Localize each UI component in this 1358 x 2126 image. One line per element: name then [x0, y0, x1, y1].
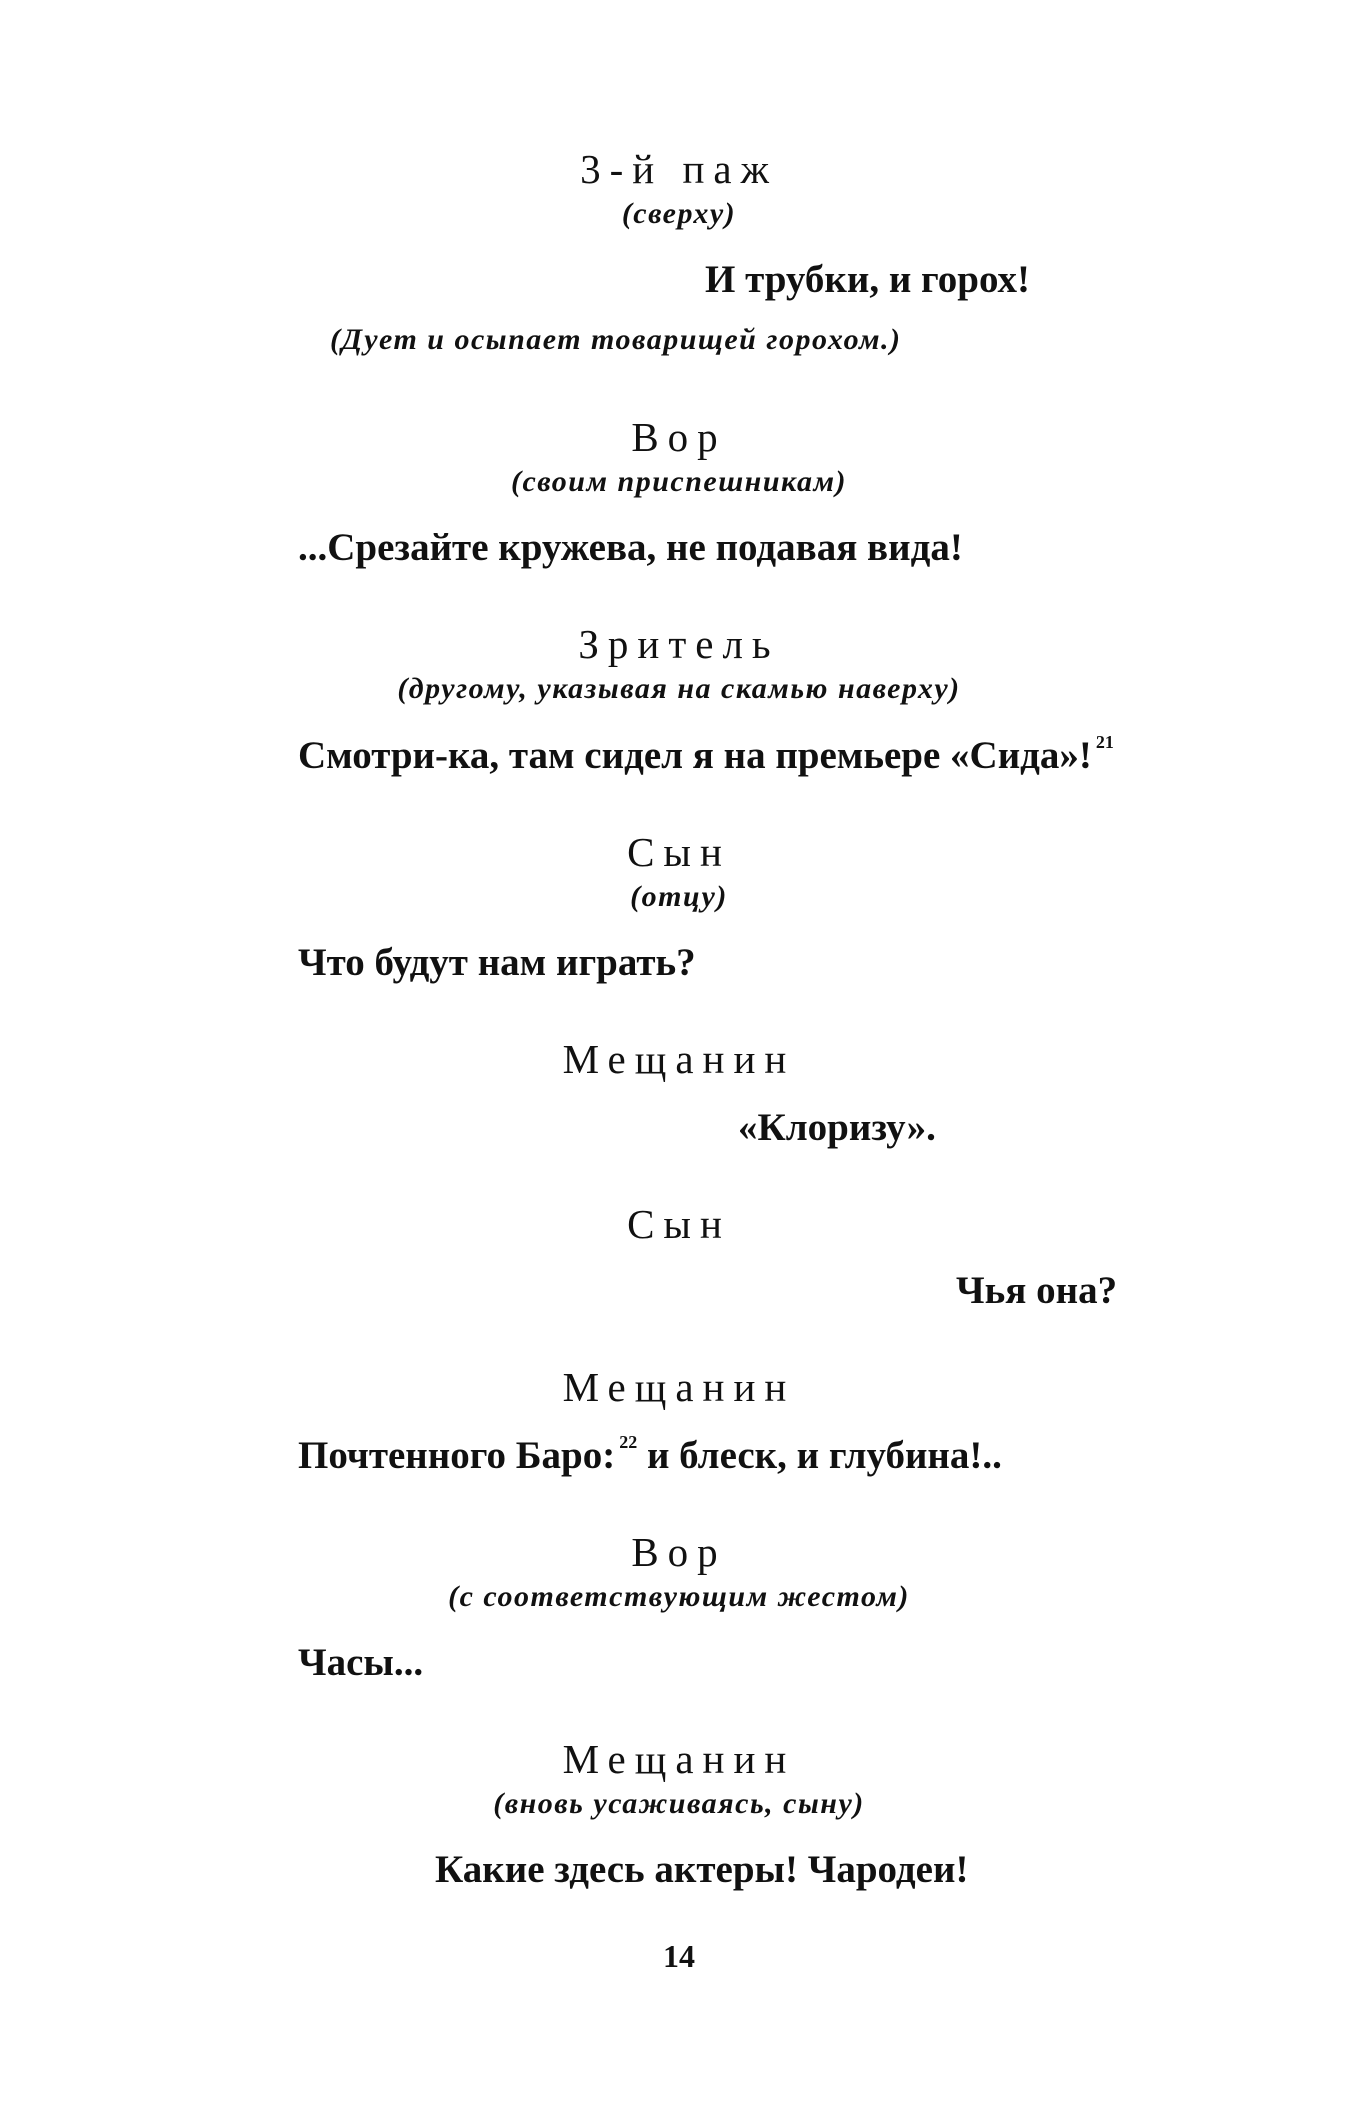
dialogue-line: Чья она?: [956, 1269, 1118, 1312]
stage-direction: (сверху): [621, 197, 737, 230]
stage-direction: (другому, указывая на скамью наверху): [397, 672, 961, 705]
dialogue-text: и блеск, и глубина!..: [637, 1434, 1002, 1477]
footnote-marker: 22: [619, 1432, 638, 1452]
speaker-name: Мещанин: [562, 1036, 796, 1082]
dialogue-line: Что будут нам играть?: [298, 941, 696, 984]
footnote-marker: 21: [1095, 732, 1114, 752]
page-number: 14: [663, 1938, 695, 1974]
speaker-name: Мещанин: [562, 1736, 796, 1782]
speaker-name: Вор: [631, 1529, 727, 1575]
dialogue-line: И трубки, и горох!: [705, 258, 1030, 301]
dialogue-line: «Клоризу».: [738, 1106, 936, 1149]
dialogue-line: [298, 733, 1114, 778]
stage-direction: (вновь усаживаясь, сыну): [493, 1787, 865, 1820]
speaker-name: Мещанин: [562, 1364, 796, 1410]
dialogue-line: Часы...: [298, 1641, 424, 1684]
speaker-name: Сын: [627, 1201, 731, 1247]
dialogue-text: Смотри-ка, там сидел я на премьере «Сида»!: [298, 734, 1092, 777]
speaker-name: 3-й паж: [580, 146, 778, 192]
speaker-name: Зритель: [578, 621, 780, 667]
dialogue-line: Какие здесь актеры! Чародеи!: [435, 1848, 969, 1891]
dialogue-line: ...Срезайте кружева, не подавая вида!: [298, 526, 963, 569]
dialogue-line: [298, 1433, 1002, 1478]
dialogue-text: Почтенного Баро:: [298, 1434, 616, 1477]
speaker-name: Сын: [627, 829, 731, 875]
stage-direction: (с соответствующим жестом): [448, 1580, 910, 1613]
stage-direction: (отцу): [630, 880, 728, 913]
stage-direction: (своим приспешникам): [510, 465, 848, 498]
speaker-name: Вор: [631, 414, 727, 460]
stage-direction: (Дует и осыпает товарищей горохом.): [330, 323, 902, 356]
